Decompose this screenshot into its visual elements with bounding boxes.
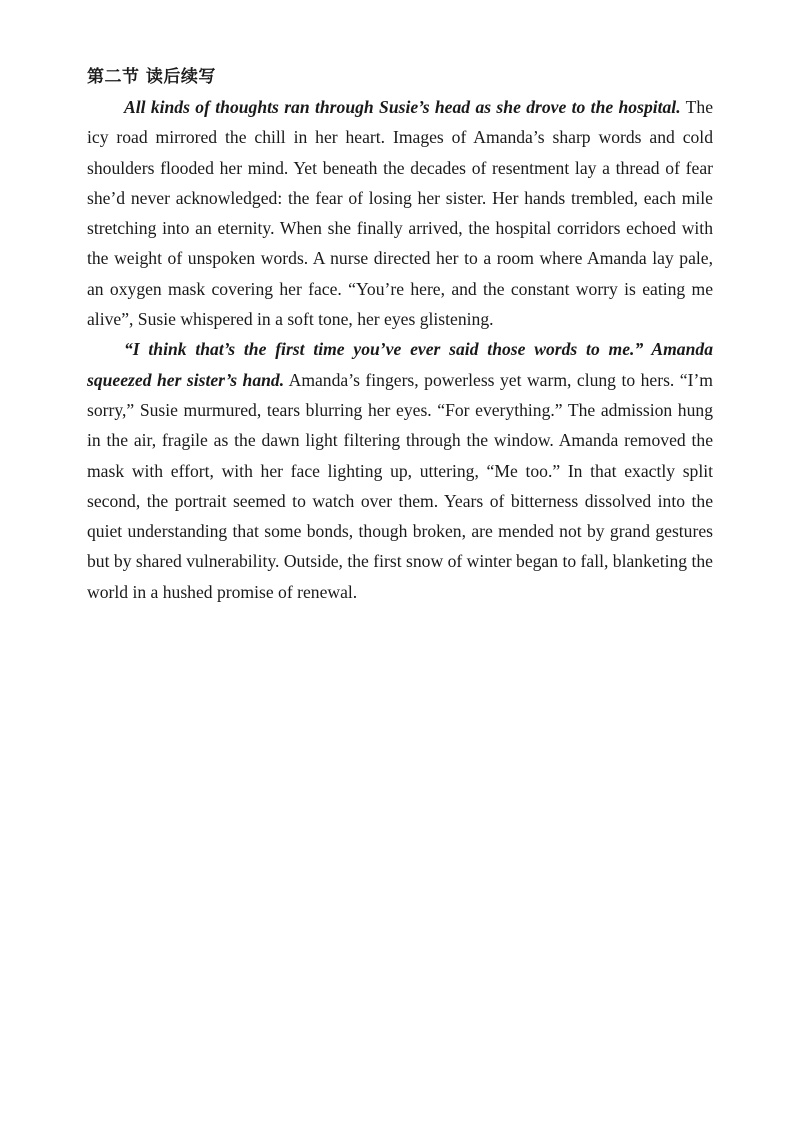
paragraph-1-body: The icy road mirrored the chill in her heart. Images of Amanda’s sharp words and cold shoulders flooded her mind. Yet beneath the decades of resentment lay a thread of fear she’d never acknowledged: the fear of losing her sister. Her hands trembled, each mile stretching into an eternity. When she finally arrived, the hospital corridors echoed with the weight of unspoken words. A nurse directed her to a room where Amanda lay pale, an oxygen mask covering her face. “You’re here, and the constant worry is eating me alive”, Susie whispered in a soft tone, her eyes glistening. xyxy=(87,97,713,330)
paragraph-1 xyxy=(87,92,713,334)
document-page xyxy=(87,62,713,607)
paragraph-2-lead-sentence: “I think that’s the first time you’ve ever said those words to me.” Amanda squeezed her sister’s hand. xyxy=(87,339,713,390)
section-title: 第二节 读后续写 xyxy=(87,67,216,87)
paragraph-2 xyxy=(87,334,713,607)
paragraph-1-lead-sentence: All kinds of thoughts ran through Susie’s head as she drove to the hospital. xyxy=(123,97,681,117)
paragraph-2-body: Amanda’s fingers, powerless yet warm, clung to hers. “I’m sorry,” Susie murmured, tears blurring her eyes. “For everything.” The admission hung in the air, fragile as the dawn light filtering through the window. Amanda removed the mask with effort, with her face lighting up, uttering, “Me too.” In that exactly split second, the portrait seemed to watch over them. Years of bitterness dissolved into the quiet understanding that some bonds, though broken, are mended not by grand gestures but by shared vulnerability. Outside, the first snow of winter began to fall, blanketing the world in a hushed promise of renewal. xyxy=(87,369,713,602)
